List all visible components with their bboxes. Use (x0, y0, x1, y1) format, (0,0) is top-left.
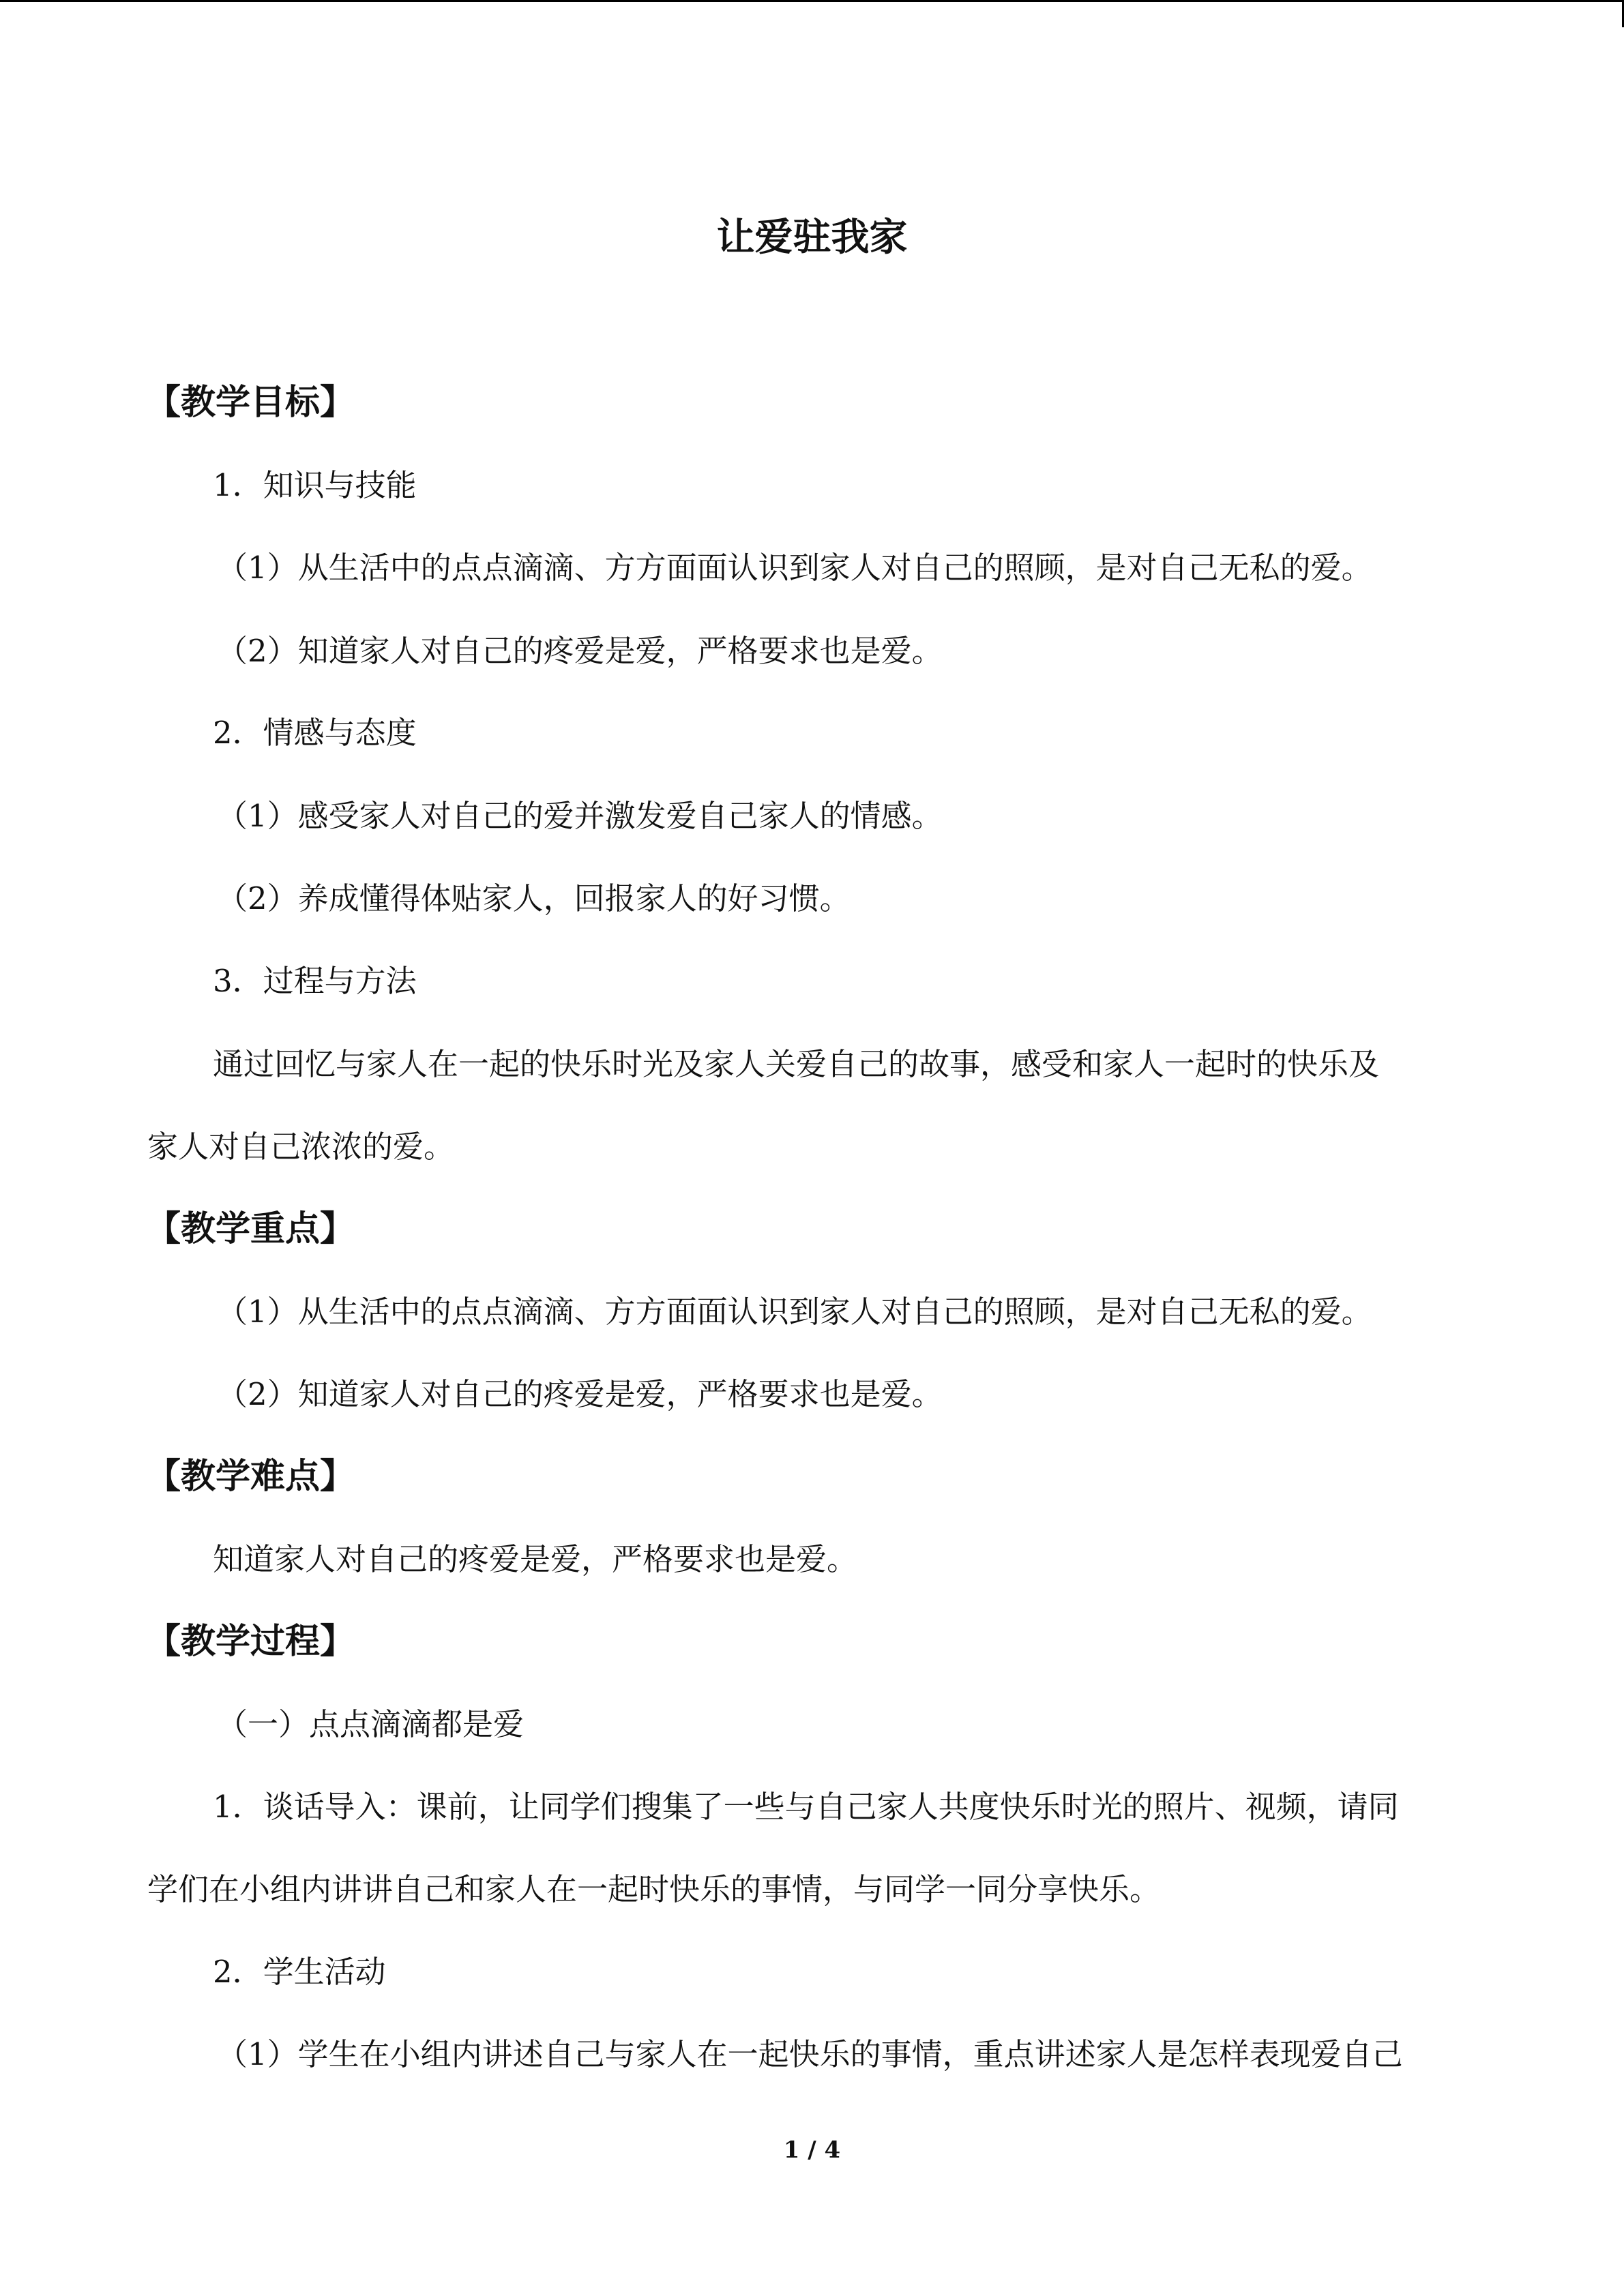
heading-key-points: 【教学重点】 (146, 1208, 355, 1249)
goals-line-3: （2）知道家人对自己的疼爱是爱，严格要求也是爱。 (217, 633, 943, 669)
goals-line-1: 1．知识与技能 (213, 467, 417, 503)
process-line-3: 学们在小组内讲讲自己和家人在一起时快乐的事情，与同学一同分享快乐。 (147, 1871, 1161, 1907)
goals-line-9: 家人对自己浓浓的爱。 (147, 1129, 455, 1165)
goals-line-8: 通过回忆与家人在一起的快乐时光及家人关爱自己的故事，感受和家人一起时的快乐及 (213, 1046, 1380, 1082)
goals-line-6: （2）养成懂得体贴家人，回报家人的好习惯。 (217, 880, 851, 916)
heading-difficult-points: 【教学难点】 (146, 1456, 355, 1497)
goals-line-7: 3．过程与方法 (213, 963, 417, 999)
process-line-4: 2．学生活动 (213, 1954, 386, 1990)
goals-line-4: 2．情感与态度 (213, 715, 417, 751)
key-line-2: （2）知道家人对自己的疼爱是爱，严格要求也是爱。 (217, 1376, 943, 1412)
process-line-5: （1）学生在小组内讲述自己与家人在一起快乐的事情，重点讲述家人是怎样表现爱自己 (217, 2036, 1403, 2072)
key-line-1: （1）从生活中的点点滴滴、方方面面认识到家人对自己的照顾，是对自己无私的爱。 (217, 1294, 1372, 1330)
process-line-1: （一）点点滴滴都是爱 (217, 1706, 525, 1742)
document-title: 让爱驻我家 (716, 215, 908, 260)
heading-teaching-process: 【教学过程】 (146, 1621, 355, 1662)
goals-line-5: （1）感受家人对自己的爱并激发爱自己家人的情感。 (217, 798, 943, 834)
process-line-2: 1．谈话导入：课前，让同学们搜集了一些与自己家人共度快乐时光的照片、视频，请同 (213, 1789, 1399, 1825)
page-number: 1 / 4 (783, 2136, 841, 2164)
page-top-border (0, 0, 1624, 2)
difficult-line-1: 知道家人对自己的疼爱是爱，严格要求也是爱。 (213, 1541, 858, 1577)
heading-teaching-goals: 【教学目标】 (146, 382, 355, 423)
goals-line-2: （1）从生活中的点点滴滴、方方面面认识到家人对自己的照顾，是对自己无私的爱。 (217, 550, 1372, 586)
